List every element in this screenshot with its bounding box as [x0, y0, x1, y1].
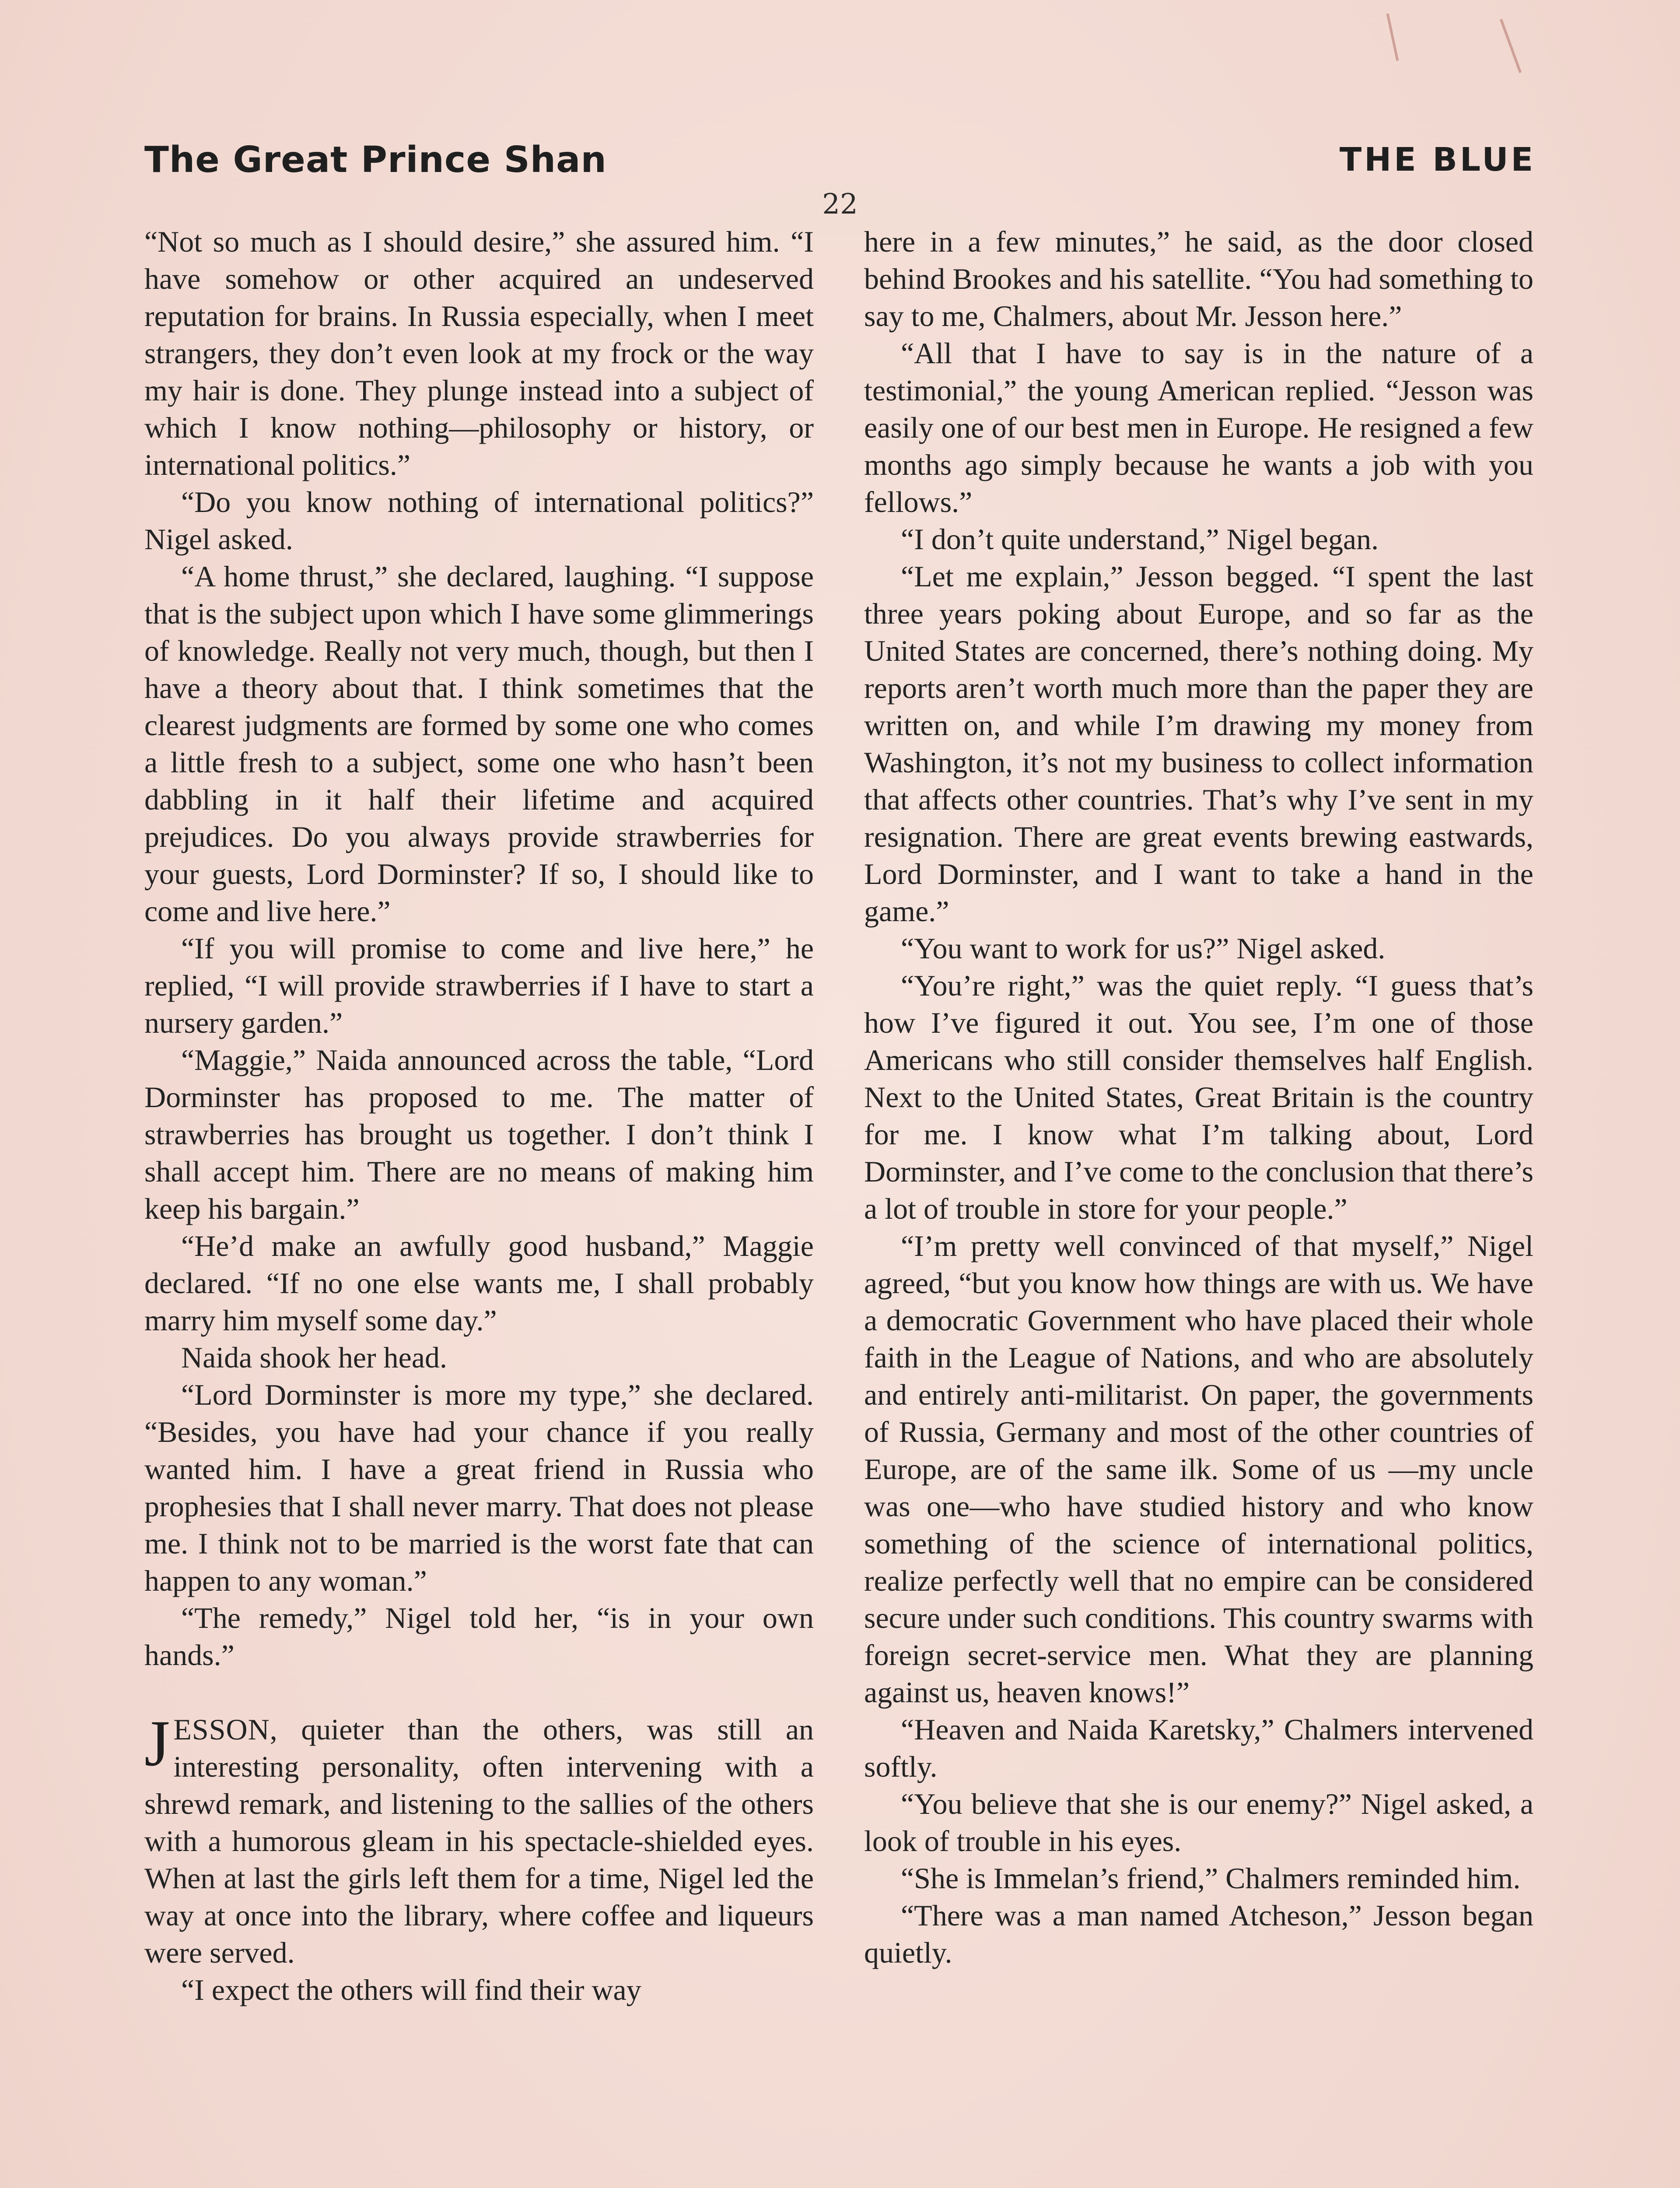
paragraph: “All that I have to say is in the nature of a testimonial,” the young American replied. “Jesson was easily one of our best men in Europe. He resigned a few months ago simply because he wants a job with you fellows.” [864, 337, 1533, 519]
right-column [864, 223, 1533, 1971]
paragraph: “You believe that she is our enemy?” Nigel asked, a look of trouble in his eyes. [864, 1787, 1533, 1858]
paragraph: “Lord Dorminster is more my type,” she declared. “Besides, you have had your chance if you really wanted him. I have a great friend in Russia who prophesies that I shall never marry. That does not please me. I think not to be married is the worst fate that can happen to any woman.” [144, 1378, 814, 1597]
paragraph-text: , quieter than the others, was still an interesting personality, often intervening with a shrewd remark, and listening to the sallies of the others with a humorous gleam in his spectacle-shielded eyes. When at last the girls left them for a time, Nigel led the way at once into the library, where coffee and liqueurs were served. [144, 1713, 814, 1969]
paragraph: “She is Immelan’s friend,” Chalmers reminded him. [901, 1862, 1521, 1895]
page-number: 22 [822, 188, 858, 221]
paragraph: “If you will promise to come and live here,” he replied, “I will provide strawberries if I have to start a nursery garden.” [144, 932, 814, 1039]
paragraph: “A home thrust,” she declared, laughing. “I suppose that is the subject upon which I have some glimmerings of knowledge. Really not very much, though, but then I have a theory about that. I think sometimes that the clearest judgments are formed by some one who comes a little fresh to a subject, some one who hasn’t been dabbling in it half their lifetime and acquired prejudices. Do you always provide strawberries for your guests, Lord Dorminster? If so, I should like to come and live here.” [144, 560, 814, 928]
paragraph: “Heaven and Naida Karetsky,” Chalmers intervened softly. [864, 1713, 1533, 1783]
paragraph: “You want to work for us?” Nigel asked. [901, 932, 1386, 965]
section-opening-paragraph [144, 1707, 814, 1971]
paragraph: “Let me explain,” Jesson begged. “I spent the last three years poking about Europe, and so far as the United States are concerned, there’s nothing doing. My reports aren’t worth much more than the paper they are written on, and while I’m drawing my money from Washington, it’s not my business to collect information that affects other countries. That’s why I’ve sent in my resignation. There are great events brewing eastwards, Lord Dorminster, and I want to take a hand in the game.” [864, 560, 1533, 928]
story-title: The Great Prince Shan [144, 139, 607, 181]
section-break [144, 1674, 814, 1711]
left-column [144, 223, 814, 2009]
running-header [144, 131, 1536, 188]
paragraph: “I’m pretty well convinced of that myself,” Nigel agreed, “but you know how things are with us. We have a democratic Government who have placed their whole faith in the League of Nations, and who are absolutely and entirely anti-militarist. On paper, the governments of Russia, Germany and most of the other countries of Europe, are of the same ilk. Some of us —my uncle was one—who have studied history and who know something of the science of international politics, realize perfectly well that no empire can be considered secure under such conditions. This country swarms with foreign secret-service men. What they are planning against us, heaven knows!” [864, 1229, 1533, 1709]
paragraph: Naida shook her head. [181, 1341, 448, 1374]
paragraph: “You’re right,” was the quiet reply. “I guess that’s how I’ve figured it out. You see, I’m one of those Americans who still consider themselves half English. Next to the United States, Great Britain is the country for me. I know what I’m talking about, Lord Dorminster, and I’ve come to the conclusion that there’s a lot of trouble in store for your people.” [864, 969, 1533, 1225]
paragraph: “Maggie,” Naida announced across the table, “Lord Dorminster has proposed to me. The matter of strawberries has brought us together. I don’t think I shall accept him. There are no means of making him keep his bargain.” [144, 1043, 814, 1225]
paragraph: “There was a man named Atcheson,” Jesson began quietly. [864, 1899, 1533, 1969]
paragraph: “Do you know nothing of international politics?” Nigel asked. [144, 485, 814, 556]
lead-in-word: ESSON [173, 1713, 270, 1746]
paragraph: here in a few minutes,” he said, as the door closed behind Brookes and his satellite. “You had something to say to me, Chalmers, about Mr. Jesson here.” [864, 225, 1533, 333]
paragraph: “I don’t quite understand,” Nigel began. [901, 522, 1379, 556]
magazine-name: THE BLUE [1339, 141, 1536, 179]
drop-cap: J [144, 1707, 170, 1780]
paragraph: “Not so much as I should desire,” she assured him. “I have somehow or other acquired an undeserved reputation for brains. In Russia especially, when I meet strangers, they don’t even look at my frock or the way my hair is done. They plunge instead into a subject of which I know nothing—philosophy or history, or international politics.” [144, 225, 814, 481]
paragraph: “He’d make an awfully good husband,” Maggie declared. “If no one else wants me, I shall probably marry him myself some day.” [144, 1229, 814, 1337]
paragraph: “I expect the others will find their way [181, 1973, 641, 2006]
paragraph: “The remedy,” Nigel told her, “is in your own hands.” [144, 1601, 814, 1672]
